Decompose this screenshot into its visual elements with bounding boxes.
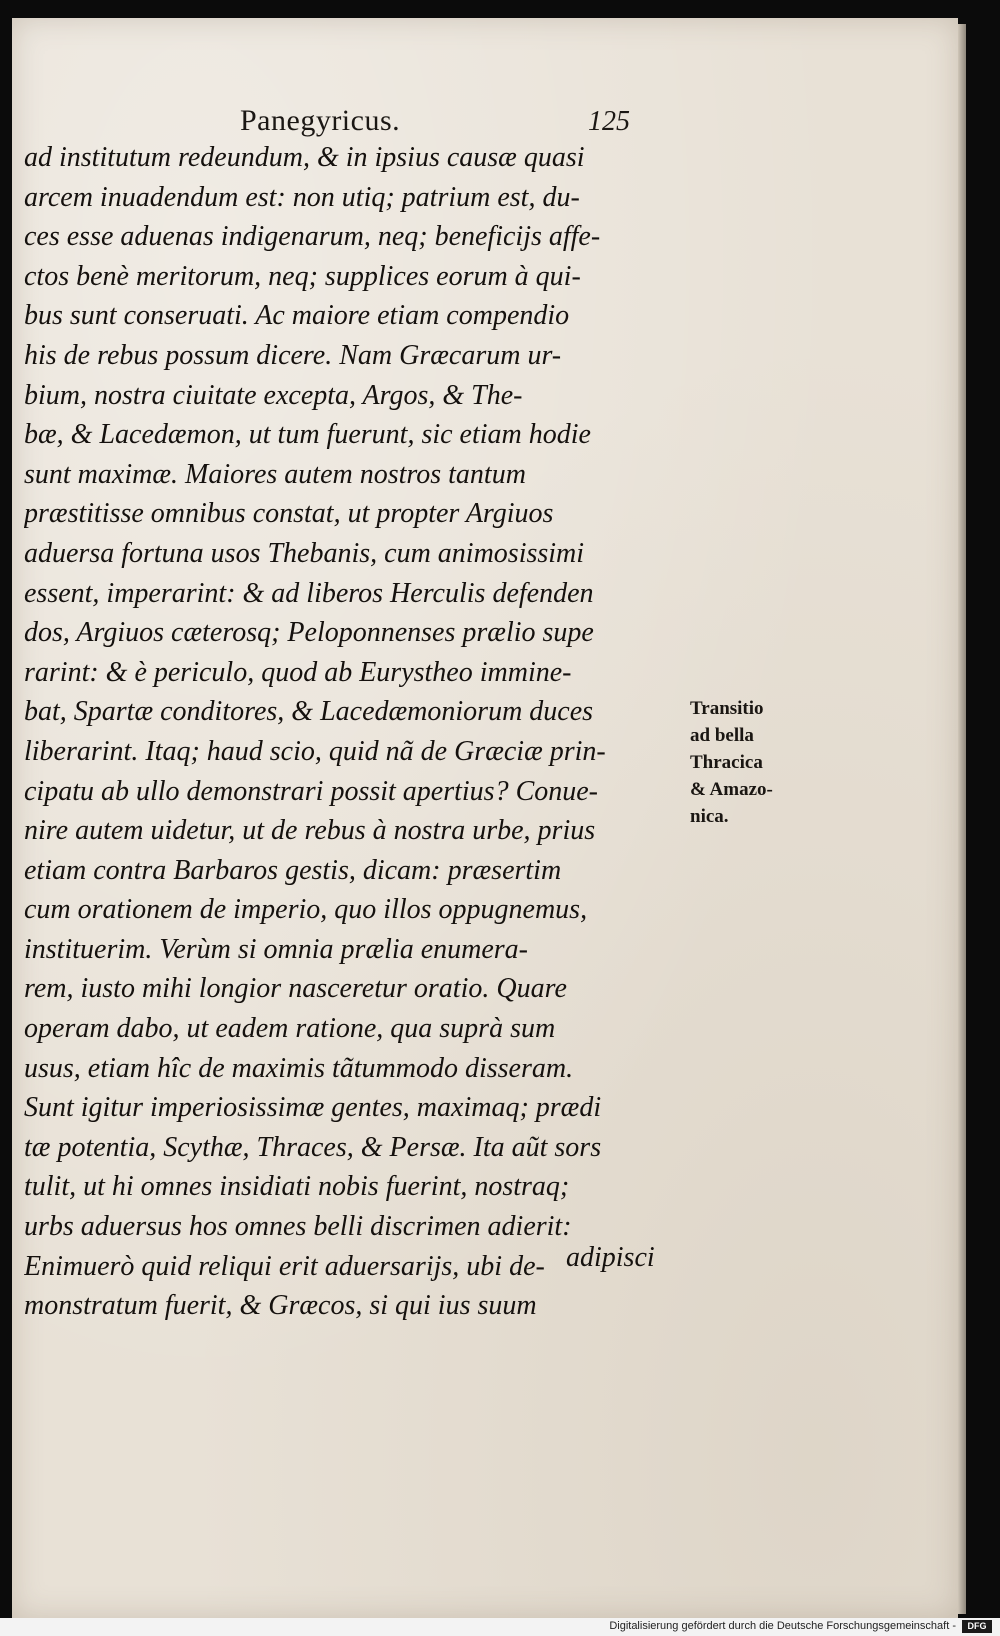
footer-bar <box>0 1618 1000 1636</box>
marginal-note-line: nica. <box>690 806 729 827</box>
text-line: Enimuerò quid reliqui erit aduersarijs, ubi de- <box>24 1250 545 1282</box>
text-line: rarint: & è periculo, quod ab Eurystheo immine- <box>24 656 572 688</box>
dfg-logo-icon: DFG <box>962 1620 992 1633</box>
text-line: ctos benè meritorum, neq; supplices eorum à qui- <box>24 260 581 292</box>
text-line: ad institutum redeundum, & in ipsius causæ quasi <box>24 142 585 173</box>
text-line: Sunt igitur imperiosissimæ gentes, maximaq; prædi <box>24 1092 602 1124</box>
text-line: essent, imperarint: & ad liberos Herculis defenden <box>24 577 594 609</box>
running-head: Panegyricus. <box>240 104 401 137</box>
text-line: præstitisse omnibus constat, ut propter Argiuos <box>24 498 554 530</box>
text-line: urbs aduersus hos omnes belli discrimen adierit: <box>24 1211 572 1243</box>
text-line: nire autem uidetur, ut de rebus à nostra urbe, prius <box>24 815 596 847</box>
text-line: arcem inuadendum est: non utiq; patrium est, du- <box>24 181 580 213</box>
text-line: liberarint. Itaq; haud scio, quid nã de Græciæ prin- <box>24 735 606 767</box>
text-line: bium, nostra ciuitate excepta, Argos, & The- <box>24 379 523 411</box>
text-line: his de rebus possum dicere. Nam Græcarum ur- <box>24 339 562 371</box>
text-line: sunt maximæ. Maiores autem nostros tantum <box>24 458 526 490</box>
text-line: ces esse aduenas indigenarum, neq; beneficijs affe- <box>24 221 601 253</box>
marginal-note-line: Transitio <box>690 698 764 719</box>
text-line: instituerim. Verùm si omnia prælia enumera- <box>24 933 528 965</box>
marginal-note-line: & Amazo- <box>690 779 773 800</box>
text-line: cum orationem de imperio, quo illos oppugnemus, <box>24 894 588 926</box>
text-line: tulit, ut hi omnes insidiati nobis fuerint, nostraq; <box>24 1171 570 1203</box>
text-line: bat, Spartæ conditores, & Lacedæmoniorum duces <box>24 696 594 728</box>
marginal-note-line: ad bella <box>690 725 754 746</box>
text-line: usus, etiam hîc de maximis tãtummodo disseram. <box>24 1052 574 1084</box>
body-text <box>24 138 684 1326</box>
text-line: bæ, & Lacedæmon, ut tum fuerunt, sic etiam hodie <box>24 419 591 451</box>
footer-credit: Digitalisierung gefördert durch die Deutsche Forschungsgemeinschaft - <box>609 1620 956 1632</box>
text-line: bus sunt conseruati. Ac maiore etiam compendio <box>24 300 570 332</box>
text-line: cipatu ab ullo demonstrari possit apertius? Conue- <box>24 775 598 807</box>
text-line: tæ potentia, Scythæ, Thraces, & Persæ. Ita aũt sors <box>24 1131 602 1163</box>
text-line: aduersa fortuna usos Thebanis, cum animosissimi <box>24 537 585 569</box>
text-line: monstratum fuerit, & Græcos, si qui ius suum <box>24 1290 537 1322</box>
page-edge <box>958 24 966 1614</box>
text-line: etiam contra Barbaros gestis, dicam: præsertim <box>24 854 562 886</box>
catchword: adipisci <box>566 1242 655 1273</box>
text-line: operam dabo, ut eadem ratione, qua suprà sum <box>24 1013 556 1045</box>
marginal-note-line: Thracica <box>690 752 763 773</box>
page-number: 125 <box>588 106 630 137</box>
text-line: dos, Argiuos cæterosq; Peloponnenses prælio supe <box>24 617 594 649</box>
text-line: rem, iusto mihi longior nasceretur oratio. Quare <box>24 973 567 1005</box>
marginal-note <box>690 695 773 830</box>
